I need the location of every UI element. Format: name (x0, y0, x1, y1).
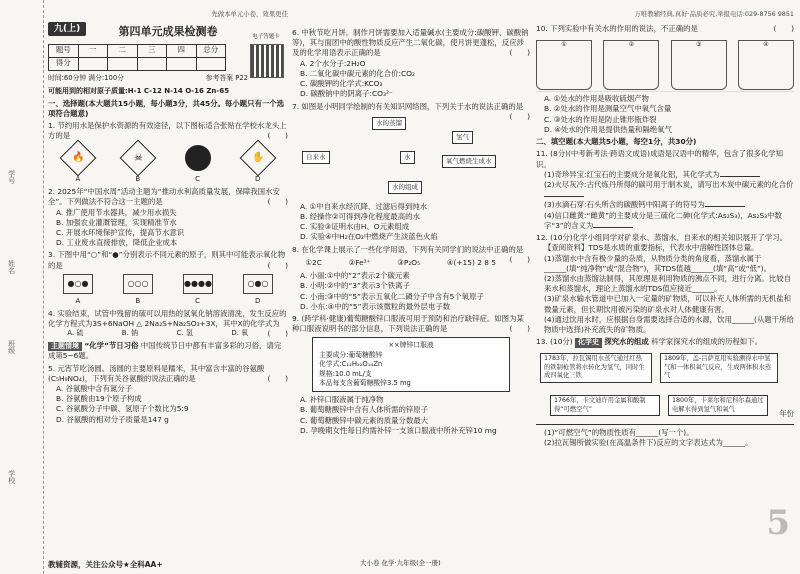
option-b[interactable]: B. 经操作②可得到净化程度最高的水 (300, 211, 420, 221)
option-c[interactable]: C (195, 296, 201, 305)
question-13 (536, 337, 794, 348)
timeline-event: 1809年，盖-吕萨克用实验测得水中氢气和一体积氧气反应，生成两体积水蒸气 (660, 353, 778, 383)
option-d[interactable]: D. ④处水的作用是提供热量和隔绝氧气 (544, 124, 672, 134)
node-combustion: 氧气燃烧生成水 (442, 155, 496, 168)
binding-margin (0, 0, 44, 574)
option-d[interactable]: D (255, 175, 261, 184)
q10-apparatus (536, 36, 794, 92)
medicine-line: 规格:10.0 mL/支 (319, 369, 372, 378)
option-a[interactable]: A. 谷氨酸中含有氮分子 (56, 383, 133, 393)
knowledge-network-diagram (292, 115, 530, 199)
score-cell[interactable] (196, 57, 226, 70)
option-b[interactable]: B. 葡萄糖酸锌中含有人体所需的锌原子 (300, 405, 429, 415)
molecule-diagram: ●●●● (183, 274, 213, 294)
qr-code-icon[interactable] (250, 44, 284, 78)
question-11: 11. (8分)(中考新考法·跨语文成语)成语是汉语中的精华，包含了很多化学知识。 (536, 149, 784, 169)
question-2: 2. 2025年“中国水周”活动主题为“推动水利高质量发展，保障我国水安全”。下列做法不符合这一主题的是 ( ) (48, 187, 288, 207)
q11-item: (1)奇珍异宝:红宝石的主要成分是氧化铝，其化学式为 (536, 170, 794, 180)
corrosive-icon: ✋ (240, 140, 277, 177)
option-b[interactable]: B. 加强农业灌溉管理，实现精准节水 (56, 217, 177, 227)
question-7: 7. 如图是小明同学绘制的有关知识网络图，下列关于水的说法正确的是 ( ) (292, 101, 530, 121)
q8-symbols (292, 258, 509, 268)
column-2 (292, 6, 530, 436)
timeline-event: 1766年，卡文迪许用金属和酸制得“可燃空气” (550, 395, 660, 416)
q13-title: 探究水的组成 (604, 337, 649, 347)
q13-intro: 科学家探究水的组成的历程如下。 (651, 337, 762, 347)
section-2-heading: 二、填空题(本大题共5小题，每空1分，共30分) (536, 137, 697, 147)
exam-time: 时间:60分钟 满分:100分 (48, 73, 124, 82)
qr-label: 电子答题卡 (252, 34, 280, 40)
option-a[interactable]: A (75, 175, 81, 184)
chem-symbol: ②Fe³⁺ (348, 257, 371, 267)
question-4: 4. 实验结束，试管中残留的硫可以用热的氢氧化钠溶液清洗，发生反应的化学方程式为3S+6NaOH △ 2Na₂S+Na₂SO₃+3X，其中X的化学式为 ( ) (48, 308, 288, 338)
q1-options (48, 175, 288, 185)
molecule-diagram: ○○○ (123, 274, 153, 294)
molecule-diagram: ○●○ (243, 274, 273, 294)
option-d[interactable]: D. 碳酸钠中的阴离子:CO₃²⁻ (300, 89, 393, 99)
q13-item: (2)拉瓦锡所做实验(在高温条件下)反应的文字表达式为______。 (544, 438, 753, 448)
medicine-title: ××牌锌口服液 (388, 341, 434, 350)
option-b[interactable]: B. 小明:②中的“3”表示3个铁离子 (300, 281, 410, 291)
q3-options (48, 297, 288, 307)
unit-title: 第四单元成果检测卷 (118, 25, 218, 39)
medicine-line: 主要成分:葡萄糖酸锌 (319, 350, 383, 359)
option-b[interactable]: B (135, 296, 141, 305)
molecule-diagram: ●○● (63, 274, 93, 294)
theme-context (48, 341, 288, 362)
burner-diagram-icon: ④ (738, 40, 794, 90)
question-text: 2. 2025年“中国水周”活动主题为“推动水利高质量发展，保障我国水安全”。下列做法不符合这一主题的是 (48, 187, 280, 207)
node-tap-water: 自来水 (302, 151, 330, 164)
question-8: 8. 在化学课上展示了一些化学用语，下列有关同学们的说法中正确的是 ( ) (292, 244, 530, 264)
score-header: 四 (167, 44, 197, 57)
medicine-line: 化学式:C₁₂H₂₂O₁₄Zn (319, 360, 383, 369)
q11-item: (3)水滴石穿:石头所含的碳酸钙中阳离子的符号为 (536, 200, 794, 210)
fire-warning-icon: 🔥 (60, 140, 97, 177)
q11-item: (2)火尽灰冷:古代炼丹所得的碳可用于制木炭，请写出木炭中碳元素的化合价 (536, 180, 794, 200)
question-text: 1. 节约用水是保护水资源的有效途径，以下图标适合张贴在学校水龙头上方的是 (48, 121, 287, 141)
option-a[interactable]: A (75, 296, 81, 305)
question-number: 13. (10分) (536, 337, 573, 347)
water-saving-icon (185, 145, 211, 171)
option-b[interactable]: B. ②处水的作用是测量空气中氧气含量 (544, 104, 672, 114)
option-d[interactable]: D (255, 296, 261, 305)
option-a[interactable]: A. 推广使用节水器具，减少用水损失 (56, 207, 177, 217)
margin-label-class: 班级 (7, 340, 16, 354)
option-c[interactable]: C. 谷氨酸分子中碳、氢原子个数比为5:9 (56, 404, 189, 414)
atomic-masses: 可能用到的相对原子质量:H-1 C-12 N-14 O-16 Zn-65 (48, 86, 230, 95)
q12-item: (3)矿泉水输水管道中已加入一定量的矿物质，可以补充人体所需的无机盐和微量元素，但长期饮用被污染的矿泉水对人体健康有害。 (544, 294, 791, 314)
score-header: 三 (137, 44, 167, 57)
option-b[interactable]: B. 二氧化碳中碳元素的化合价:CO₂ (300, 68, 415, 78)
score-cell[interactable] (137, 57, 167, 70)
option-c[interactable]: C. 小南:③中的“5”表示五氧化二磷分子中含有5个氧原子 (300, 291, 484, 301)
margin-label-name: 姓名 (7, 260, 16, 274)
option-a[interactable]: A. 硫 (67, 328, 84, 337)
question-5: 5. 元宵节吃汤圆。汤圆的主要原料是糯米，其中富含丰富的谷氨酸(C₅H₉NO₄)，下列有关谷氨酸的说法正确的是 ( ) (48, 363, 288, 383)
score-cell[interactable] (78, 57, 108, 70)
poison-icon: ☠ (120, 140, 157, 177)
chem-symbol: ①2C (305, 257, 322, 267)
question-3: 3. 下图中用“○”和“●”分别表示不同元素的原子，则其中可能表示氧化物的是 ( ) (48, 250, 288, 270)
score-row-label: 得分 (49, 57, 79, 70)
option-c[interactable]: C (195, 175, 201, 184)
option-d[interactable]: D. 实验④中H₂在O₂中燃烧产生淡蓝色火焰 (300, 232, 438, 242)
timeline-event: 1783年，拉瓦锡用水蒸气通过红热的铁制枪管将水转化为氢气，同时生成四氧化三铁 (540, 353, 652, 383)
question-10: 10. 下列实验中有关水的作用的说法，不正确的是 ( ) (536, 24, 794, 33)
atom-structure-icon: ④(+15) 2 8 5 (446, 257, 497, 267)
chem-symbol: ③P₂O₅ (397, 257, 421, 267)
option-c[interactable]: C. 氢 (176, 328, 193, 337)
node-water-composition: 水的组成 (388, 181, 422, 194)
node-water: 水 (400, 151, 415, 164)
score-header: 一 (78, 44, 108, 57)
option-a[interactable]: A. 小丽:①中的“2”表示2个碳元素 (300, 271, 410, 281)
question-text: 9. (跨学科·健康)葡萄糖酸锌口服液可用于预防和治疗缺锌症。如图为某种口服液说明书的部分信息，下列说法正确的是 (292, 313, 524, 334)
score-table (48, 44, 226, 71)
node-distillation: 水的蒸馏 (372, 117, 406, 130)
score-header: 总分 (196, 44, 226, 57)
question-6: 6. 中秋节吃月饼。制作月饼需要加入适量碱水(主要成分:碳酸钾、碳酸钠等)，其与面团中的酸性物质反应产生二氧化碳，使月饼更蓬松，反应涉及的化学用语表示正确的是 ( ) (292, 28, 530, 58)
question-9: 9. (跨学科·健康)葡萄糖酸锌口服液可用于预防和治疗缺锌症。如图为某种口服液说明书的部分信息，下列说法正确的是 ( ) (292, 313, 530, 334)
hotline: 万唯教辅经典,真好·品质必究,举报电话:029-8756 9851 (634, 10, 794, 18)
medicine-label (312, 337, 510, 392)
slogan: 先做本单元小卷，效果更佳 (211, 10, 288, 18)
beaker-diagram-icon: ② (603, 40, 659, 90)
theme-text: 中国传统节日中都有丰富多彩的习俗，请完成第5~6题。 (48, 340, 282, 361)
score-cell[interactable] (108, 57, 138, 70)
option-d[interactable]: D. 小东:④中的“5”表示该微粒的最外层电子数 (300, 301, 451, 311)
footer-left: 教辅资源，关注公众号★全科AA+ (48, 559, 163, 569)
footer-mid: 大小卷 化学·九年级(全一册) (360, 559, 441, 568)
option-c[interactable]: C. ③处水的作用是防止锥形瓶炸裂 (544, 114, 657, 124)
flask-diagram-icon: ① (536, 40, 592, 90)
margin-label-school: 学校 (7, 470, 16, 484)
question-text: 6. 中秋节吃月饼。制作月饼需要加入适量碱水(主要成分:碳酸钾、碳酸钠等)，其与面团中的酸性物质反应产生二氧化碳，使月饼更蓬松，反应涉及的化学用语表示正确的是 (292, 28, 529, 58)
option-d[interactable]: D. 孕晚期女性每日约需补锌一支该口服液中所补充锌10 mg (300, 425, 497, 435)
option-c[interactable]: C. 碳酸钾的化学式:KCO₃ (300, 79, 383, 89)
question-text: 5. 元宵节吃汤圆。汤圆的主要原料是糯米，其中富含丰富的谷氨酸(C₅H₉NO₄)，下列有关谷氨酸的说法正确的是 (48, 363, 265, 383)
question-1: 1. 节约用水是保护水资源的有效途径，以下图标适合张贴在学校水龙头上方的是 ( ) (48, 121, 288, 141)
theme-title: “化学”节日习俗 (84, 340, 139, 350)
q12-item: 【查阅资料】TDS是水质的重要指标，代表水中溶解性固体总量。 (544, 243, 759, 253)
option-b[interactable]: B. 钠 (121, 328, 139, 337)
bottle-diagram-icon: ③ (671, 40, 727, 90)
option-c[interactable]: C. 开展水环境保护宣传，提高节水意识 (56, 228, 185, 238)
option-c[interactable]: C. 葡萄糖酸锌中碳元素的质量分数最大 (300, 415, 429, 425)
history-timeline (536, 351, 794, 425)
q13-item: (1)“可燃空气”的物质性质有______(写一个)。 (544, 427, 694, 437)
column-3 (536, 6, 794, 448)
question-text: 10. 下列实验中有关水的作用的说法，不正确的是 (536, 24, 698, 33)
question-text: 7. 如图是小明同学绘制的有关知识网络图，下列关于水的说法正确的是 (292, 101, 524, 111)
question-text: 3. 下图中用“○”和“●”分别表示不同元素的原子，则其中可能表示氧化物的是 (48, 250, 286, 270)
grade-banner: 九(上) (48, 22, 86, 36)
option-a[interactable]: A. 2个水分子:2H₂O (300, 58, 366, 68)
q11-item: (4)信口雌黄:“雌黄”的主要成分是三硫化二砷(化学式:As₂S₃)，As₂S₃中数字“3”的含义为 (544, 210, 782, 230)
score-cell[interactable] (167, 57, 197, 70)
option-a[interactable]: A. 补锌口服液属于纯净物 (300, 395, 384, 405)
q13-tag: 化学史 (575, 338, 602, 348)
node-hydrogen: 氢气 (452, 131, 473, 144)
question-12: 12. (10分)化学小组同学对矿泉水、蒸馏水、自来水的相关知识展开了学习。 (536, 233, 787, 243)
option-d[interactable]: D. 谷氨酸的相对分子质量是147 g (56, 414, 169, 424)
section-1-heading: 一、选择题(本大题共15小题，每小题3分，共45分。每小题只有一个选项符合题意) (48, 98, 285, 118)
answer-ref: 参考答案 P22 (205, 73, 248, 82)
q12-item: (1)蒸馏水中含有极少量的杂质，从物质分类的角度看，蒸馏水属于______(填“纯净物”或“混合物”)，其TDS值越______(填“高”或“低”)。 (544, 253, 772, 273)
option-d[interactable]: D. 氧 (231, 328, 249, 337)
q12-item: (2)蒸馏水由蒸馏法制得，其原理是利用物质的沸点不同，进行分离。比较自来水和蒸馏水，理论上蒸馏水的TDS值应接近______。 (544, 273, 791, 294)
medicine-line: 本品每支含葡萄糖酸锌3.5 mg (319, 378, 411, 387)
option-b[interactable]: B (135, 175, 141, 184)
margin-label-id: 学号 (7, 170, 16, 184)
score-header: 二 (108, 44, 138, 57)
score-header: 题号 (49, 44, 79, 57)
question-text: 4. 实验结束，试管中残留的硫可以用热的氢氧化钠溶液清洗，发生反应的化学方程式为3S+6NaOH △ 2Na₂S+Na₂SO₃+3X，其中X的化学式为 (48, 308, 287, 328)
timeline-axis-label: 年份 (779, 408, 794, 418)
question-text: 8. 在化学课上展示了一些化学用语，下列有关同学们的说法中正确的是 (292, 244, 524, 254)
option-b[interactable]: B. 谷氨酸由19个原子构成 (56, 394, 142, 404)
q12-item: (4)通过饮用水时，应根据自身需要选择合适的水源，饮用______(从题干所给物质中选择)补充流失的矿物质。 (544, 314, 794, 335)
timeline-event: 1800年，卡莱尔和尼科尔森通过电解水得到氢气和氧气 (668, 395, 768, 416)
q1-signs (48, 145, 288, 171)
column-1 (48, 6, 288, 425)
option-c[interactable]: C. 实验③证明水由H、O元素组成 (300, 222, 410, 232)
option-d[interactable]: D. 工业废水直接排放，降低企业成本 (56, 238, 178, 248)
option-a[interactable]: A. ①处水的作用是吸收硫烟产物 (544, 94, 649, 104)
q4-options (48, 329, 267, 339)
page-number: 5 (766, 503, 790, 543)
theme-tag: 主题情境 (48, 342, 82, 352)
q3-molecules (48, 274, 288, 294)
option-a[interactable]: A. ①中自来水经沉降、过滤后得到纯水 (300, 201, 428, 211)
